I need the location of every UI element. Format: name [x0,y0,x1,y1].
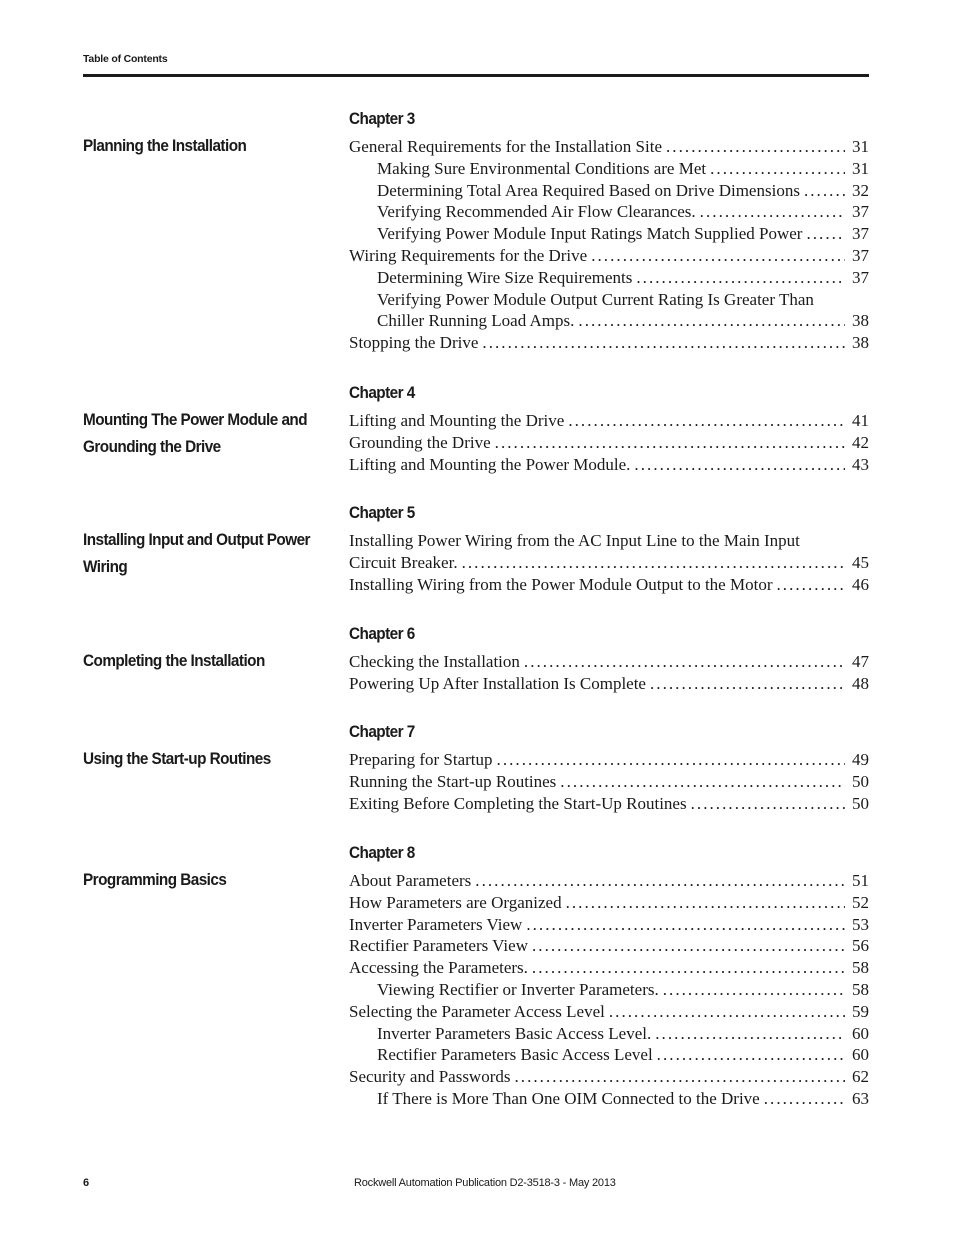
toc-entry-text: Powering Up After Installation Is Complete [349,673,646,693]
dot-leader [655,1023,845,1045]
toc-entry-text: Rectifier Parameters Basic Access Level [377,1045,653,1065]
toc-entry-text: Circuit Breaker. [349,552,458,572]
toc-entry[interactable] [349,223,869,245]
toc-entry[interactable] [349,267,869,289]
toc-entry-page: 32 [852,180,869,200]
toc-entry[interactable] [349,673,869,695]
toc-entry[interactable] [349,454,869,476]
toc-entry-page: 31 [852,158,869,178]
toc-entry-row [349,870,869,892]
toc-entry[interactable] [349,158,869,180]
toc-entry-row [349,914,869,936]
dot-leader [578,310,845,332]
toc-entry-row [377,1023,869,1045]
toc-entry[interactable] [349,574,869,596]
toc-entry[interactable] [349,870,869,892]
toc-entry[interactable] [349,935,869,957]
toc-entry-row [349,771,869,793]
toc-entry-row [349,136,869,158]
toc-entry-row [349,957,869,979]
toc-entry-text: Checking the Installation [349,652,520,671]
dot-leader [591,245,845,267]
dot-leader [666,136,845,158]
toc-entry-page: 37 [852,267,869,287]
toc-entry-page: 42 [852,432,869,452]
toc-entry-page: 60 [852,1023,869,1043]
dot-leader [495,432,845,454]
toc-entry-row [349,410,869,432]
toc-entry-page: 63 [852,1088,869,1108]
dot-leader [609,1001,845,1023]
toc-entry-text: Viewing Rectifier or Inverter Parameters. [377,979,659,999]
toc-entry-page: 37 [852,245,869,265]
toc-entry-text: Making Sure Environmental Conditions are Met [377,158,707,178]
toc-entry-page: 48 [852,673,869,693]
toc-entry-page: 51 [852,871,869,890]
toc-entry-text: Verifying Recommended Air Flow Clearances. [377,202,696,222]
chapter-title-line: Using the Start-up Routines [83,749,271,768]
dot-leader [634,454,845,476]
dot-leader [482,332,845,354]
dot-leader [524,651,845,673]
toc-entry-text: Wiring Requirements for the Drive [349,245,588,265]
dot-leader [691,793,845,815]
dot-leader [650,673,845,695]
toc-entry-page: 46 [852,574,869,594]
toc-entry-list [349,749,869,814]
page-number: 6 [83,1177,90,1189]
toc-entry-text: Running the Start-up Routines [349,771,557,791]
toc-entry-page: 58 [852,958,869,978]
publication-footer: Rockwell Automation Publication D2-3518-3 - May 2013 [354,1177,616,1189]
chapter-title [83,132,304,159]
running-head: Table of Contents [83,53,168,65]
toc-entry-text: Determining Total Area Required Based on Drive Dimensions [377,180,800,200]
toc-entry[interactable] [349,410,869,432]
chapter-title-line: Installing Input and Output Power [83,530,310,549]
toc-entry-page: 59 [852,1001,869,1021]
toc-entry-text: Grounding the Drive [349,432,491,452]
dot-leader [532,957,845,979]
toc-entry[interactable] [349,180,869,202]
toc-entry-page: 37 [852,224,869,244]
toc-entry-row [349,892,869,914]
toc-entry[interactable] [349,289,869,333]
dot-leader [804,180,845,202]
toc-entry-page: 50 [852,793,869,813]
dot-leader [560,771,845,793]
chapter-title [83,526,310,580]
dot-leader [568,410,845,432]
toc-entry-page: 43 [852,454,869,474]
chapter-title-line: Completing the Installation [83,651,265,670]
dot-leader [764,1088,845,1110]
toc-entry-page: 37 [852,202,869,222]
chapter-title [83,866,304,893]
toc-entry-page: 52 [852,892,869,912]
toc-entry-page: 49 [852,750,869,769]
chapter-title [83,647,304,674]
toc-entry[interactable] [349,332,869,354]
toc-entry[interactable] [349,651,869,673]
toc-entry-list [349,410,869,475]
toc-entry-text-line: Installing Power Wiring from the AC Input Line to the Main Input [349,531,800,550]
toc-entry-row [377,267,869,289]
toc-entry[interactable] [349,914,869,936]
chapter-title-line: Programming Basics [83,870,227,889]
toc-entry-row [377,310,869,332]
dot-leader [566,892,845,914]
toc-entry-text: Inverter Parameters Basic Access Level. [377,1023,652,1043]
dot-leader [526,914,845,936]
toc-entry-text: Exiting Before Completing the Start-Up Routines [349,793,687,813]
toc-entry-page: 50 [852,771,869,791]
toc-entry-row [349,245,869,267]
toc-entry-row [349,1001,869,1023]
toc-entry-row [377,180,869,202]
toc-entry-text: Chiller Running Load Amps. [377,311,575,331]
dot-leader [776,574,845,596]
chapter-label: Chapter 4 [349,383,415,402]
toc-entry[interactable] [349,957,869,979]
toc-entry-list [349,870,869,1110]
toc-entry-page: 45 [852,552,869,572]
toc-entry-text: Rectifier Parameters View [349,936,528,956]
dot-leader [700,201,845,223]
chapter-title-line: Wiring [83,557,128,576]
toc-entry-list [349,530,869,595]
toc-entry-row [349,574,869,596]
header-rule [83,74,869,77]
toc-entry-text: How Parameters are Organized [349,892,562,912]
chapter-title-line: Grounding the Drive [83,437,221,456]
toc-entry-page: 31 [852,137,869,156]
toc-entry-text: Security and Passwords [349,1067,511,1087]
toc-entry-row [377,223,869,245]
toc-entry-row [377,979,869,1001]
toc-entry-row [349,454,869,476]
toc-entry[interactable] [349,245,869,267]
toc-entry-page: 56 [852,936,869,956]
toc-entry-row [349,1066,869,1088]
toc-entry-row [377,158,869,180]
toc-entry-text: Installing Wiring from the Power Module Output to the Motor [349,574,773,594]
toc-entry-text: Lifting and Mounting the Power Module. [349,454,631,474]
toc-entry-text: Preparing for Startup [349,750,493,769]
chapter-title-line: Planning the Installation [83,136,247,155]
toc-entry-text: Lifting and Mounting the Drive [349,411,565,430]
toc-entry[interactable] [349,1001,869,1023]
toc-entry-row [349,552,869,574]
toc-entry-row [349,673,869,695]
toc-entry-row [349,793,869,815]
dot-leader [514,1066,845,1088]
dot-leader [710,158,845,180]
dot-leader [636,267,845,289]
toc-entry-text: If There is More Than One OIM Connected to the Drive [377,1088,760,1108]
toc-entry-page: 38 [852,333,869,353]
dot-leader [657,1044,845,1066]
toc-entry[interactable] [349,892,869,914]
toc-entry-page: 62 [852,1067,869,1087]
toc-entry[interactable] [349,136,869,158]
toc-entry-row [349,651,869,673]
toc-entry-text: General Requirements for the Installation Site [349,137,662,156]
toc-entry-row [349,935,869,957]
toc-entry-row [377,1088,869,1110]
toc-entry[interactable] [349,771,869,793]
toc-entry-text: Verifying Power Module Input Ratings Match Supplied Power [377,224,803,244]
toc-entry[interactable] [349,979,869,1001]
toc-entry[interactable] [349,432,869,454]
toc-entry[interactable] [349,530,869,574]
toc-entry-row [349,749,869,771]
toc-entry-row [377,1044,869,1066]
toc-entry-page: 53 [852,914,869,934]
dot-leader [462,552,845,574]
toc-entry-page: 60 [852,1045,869,1065]
toc-entry-row [349,332,869,354]
toc-entry[interactable] [349,1088,869,1110]
chapter-label: Chapter 8 [349,843,415,862]
dot-leader [532,935,845,957]
chapter-title [83,406,308,460]
dot-leader [475,870,845,892]
chapter-title-line: Mounting The Power Module and [83,410,308,429]
toc-entry-text: Determining Wire Size Requirements [377,267,633,287]
toc-entry-text: Accessing the Parameters. [349,958,528,978]
toc-entry[interactable] [349,749,869,771]
toc-entry[interactable] [349,1066,869,1088]
chapter-label: Chapter 5 [349,503,415,522]
toc-entry-page: 38 [852,311,869,331]
dot-leader [497,749,845,771]
toc-entry-text: Stopping the Drive [349,333,479,353]
toc-entry-page: 41 [852,411,869,430]
toc-entry-list [349,651,869,695]
toc-entry[interactable] [349,793,869,815]
dot-leader [806,223,845,245]
toc-entry-row [349,432,869,454]
chapter-label: Chapter 6 [349,624,415,643]
toc-entry-text: About Parameters [349,871,472,890]
toc-entry-text: Inverter Parameters View [349,914,523,934]
toc-entry-page: 58 [852,979,869,999]
toc-entry-text-line: Verifying Power Module Output Current Rating Is Greater Than [377,289,814,309]
toc-entry[interactable] [349,1023,869,1045]
chapter-title [83,745,304,772]
toc-entry[interactable] [349,201,869,223]
dot-leader [663,979,845,1001]
toc-entry[interactable] [349,1044,869,1066]
toc-entry-list [349,136,869,354]
toc-entry-text: Selecting the Parameter Access Level [349,1001,605,1021]
chapter-label: Chapter 7 [349,722,415,741]
toc-entry-page: 47 [852,652,869,671]
toc-entry-row [377,201,869,223]
chapter-label: Chapter 3 [349,109,415,128]
